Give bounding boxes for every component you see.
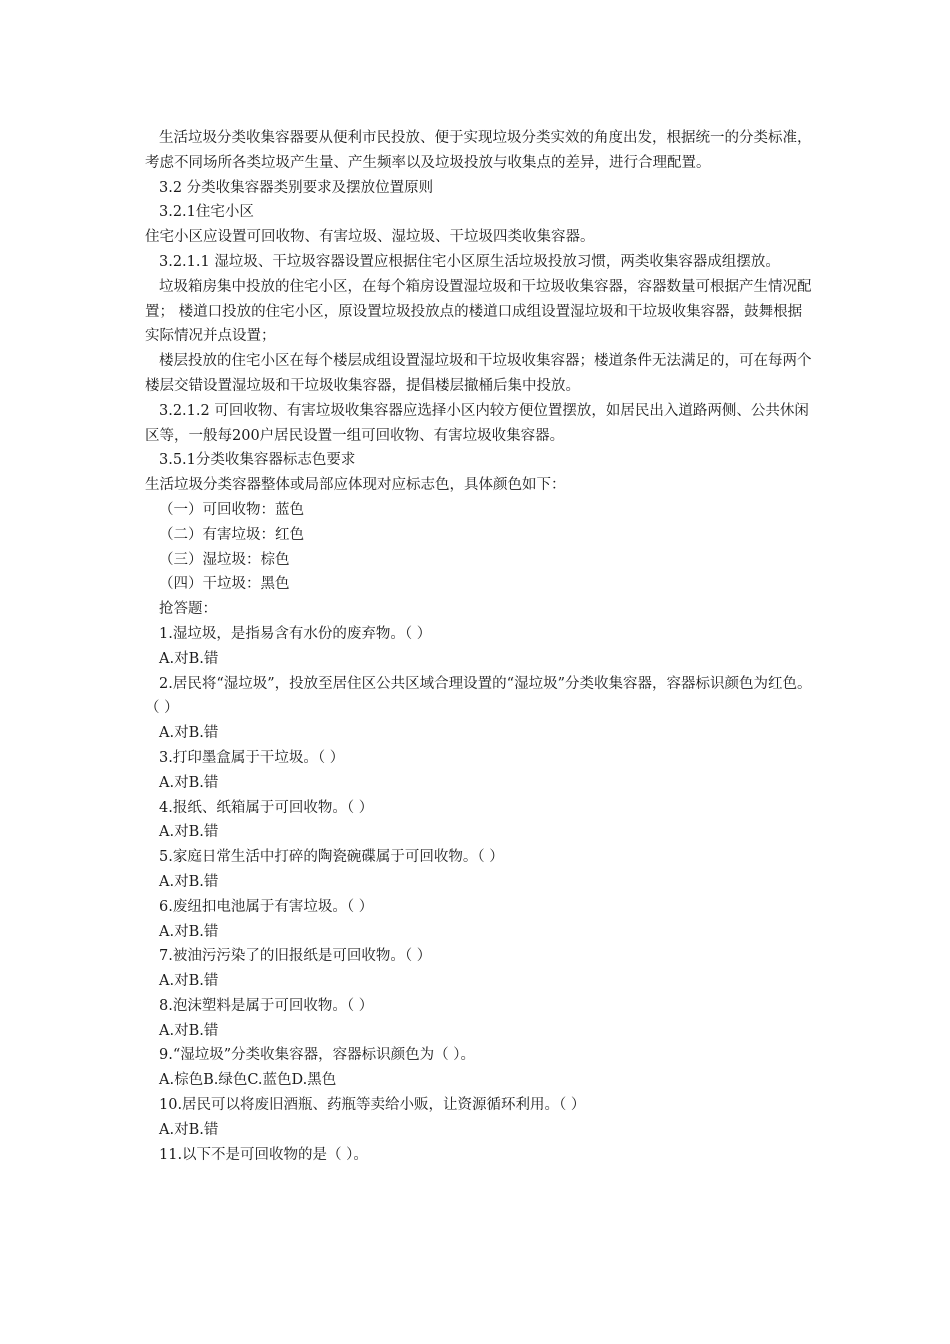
quiz-options: A.对B.错 (159, 1022, 219, 1039)
quiz-heading: 抢答题： (159, 601, 217, 618)
color-item: （四）干垃圾：黑色 (159, 576, 290, 593)
quiz-question: 1.湿垃圾，是指易含有水份的废弃物。（ ） (159, 625, 432, 642)
subsection-heading: 3.5.1分类收集容器标志色要求 (159, 452, 356, 469)
body-paragraph: 垃圾箱房集中投放的住宅小区，在每个箱房设置湿垃圾和干垃圾收集容器，容器数量可根据产生情况配置； 楼道口投放的住宅小区，原设置垃圾投放点的楼道口成组设置湿垃圾和干垃圾收集容器，鼓舞根据实际情况并点设置； (145, 278, 812, 345)
quiz-options: A.对B.错 (159, 1121, 219, 1138)
quiz-options: A.棕色B.绿色C.蓝色D.黑色 (159, 1072, 337, 1089)
quiz-options: A.对B.错 (159, 725, 219, 742)
quiz-question: 2.居民将“湿垃圾”，投放至居住区公共区域合理设置的“湿垃圾”分类收集容器，容器标识颜色为红色。（ ） (145, 675, 812, 717)
body-paragraph: 生活垃圾分类容器整体或局部应体现对应标志色，具体颜色如下： (145, 477, 566, 494)
section-heading: 3.2 分类收集容器类别要求及摆放位置原则 (159, 179, 434, 196)
subsection-heading: 3.2.1住宅小区 (159, 204, 254, 221)
quiz-options: A.对B.错 (159, 973, 219, 990)
color-item: （一）可回收物：蓝色 (159, 501, 304, 518)
quiz-options: A.对B.错 (159, 873, 219, 890)
quiz-options: A.对B.错 (159, 650, 219, 667)
quiz-question: 7.被油污污染了的旧报纸是可回收物。（ ） (159, 948, 432, 965)
body-paragraph: 3.2.1.2 可回收物、有害垃圾收集容器应选择小区内较方便位置摆放，如居民出入道路两侧、公共休闲区等，一般每200户居民设置一组可回收物、有害垃圾收集容器。 (145, 402, 809, 444)
quiz-options: A.对B.错 (159, 824, 219, 841)
quiz-question: 4.报纸、纸箱属于可回收物。（ ） (159, 799, 374, 816)
color-item: （二）有害垃圾：红色 (159, 526, 304, 543)
quiz-question: 5.家庭日常生活中打碎的陶瓷碗碟属于可回收物。（ ） (159, 849, 504, 866)
intro-paragraph: 生活垃圾分类收集容器要从便利市民投放、便于实现垃圾分类实效的角度出发，根据统一的分类标准，考虑不同场所各类垃圾产生量、产生频率以及垃圾投放与收集点的差异，进行合理配置。 (145, 130, 812, 171)
quiz-options: A.对B.错 (159, 774, 219, 791)
quiz-options: A.对B.错 (159, 923, 219, 940)
quiz-question: 9.“湿垃圾”分类收集容器，容器标识颜色为（ ）。 (159, 1047, 476, 1064)
quiz-question: 8.泡沫塑料是属于可回收物。（ ） (159, 997, 374, 1014)
body-paragraph: 楼层投放的住宅小区在每个楼层成组设置湿垃圾和干垃圾收集容器；楼道条件无法满足的，可在每两个楼层交错设置湿垃圾和干垃圾收集容器，提倡楼层撤桶后集中投放。 (145, 353, 812, 394)
quiz-question: 10.居民可以将废旧酒瓶、药瓶等卖给小贩，让资源循环利用。（ ） (159, 1097, 586, 1114)
body-paragraph: 住宅小区应设置可回收物、有害垃圾、湿垃圾、干垃圾四类收集容器。 (145, 229, 595, 246)
color-item: （三）湿垃圾：棕色 (159, 551, 290, 568)
document-body (145, 126, 815, 1167)
quiz-question: 6.废纽扣电池属于有害垃圾。（ ） (159, 898, 374, 915)
body-paragraph: 3.2.1.1 湿垃圾、干垃圾容器设置应根据住宅小区原生活垃圾投放习惯，两类收集容器成组摆放。 (159, 253, 780, 270)
quiz-question: 11.以下不是可回收物的是（ ）。 (159, 1146, 368, 1163)
quiz-question: 3.打印墨盒属于干垃圾。（ ） (159, 749, 345, 766)
